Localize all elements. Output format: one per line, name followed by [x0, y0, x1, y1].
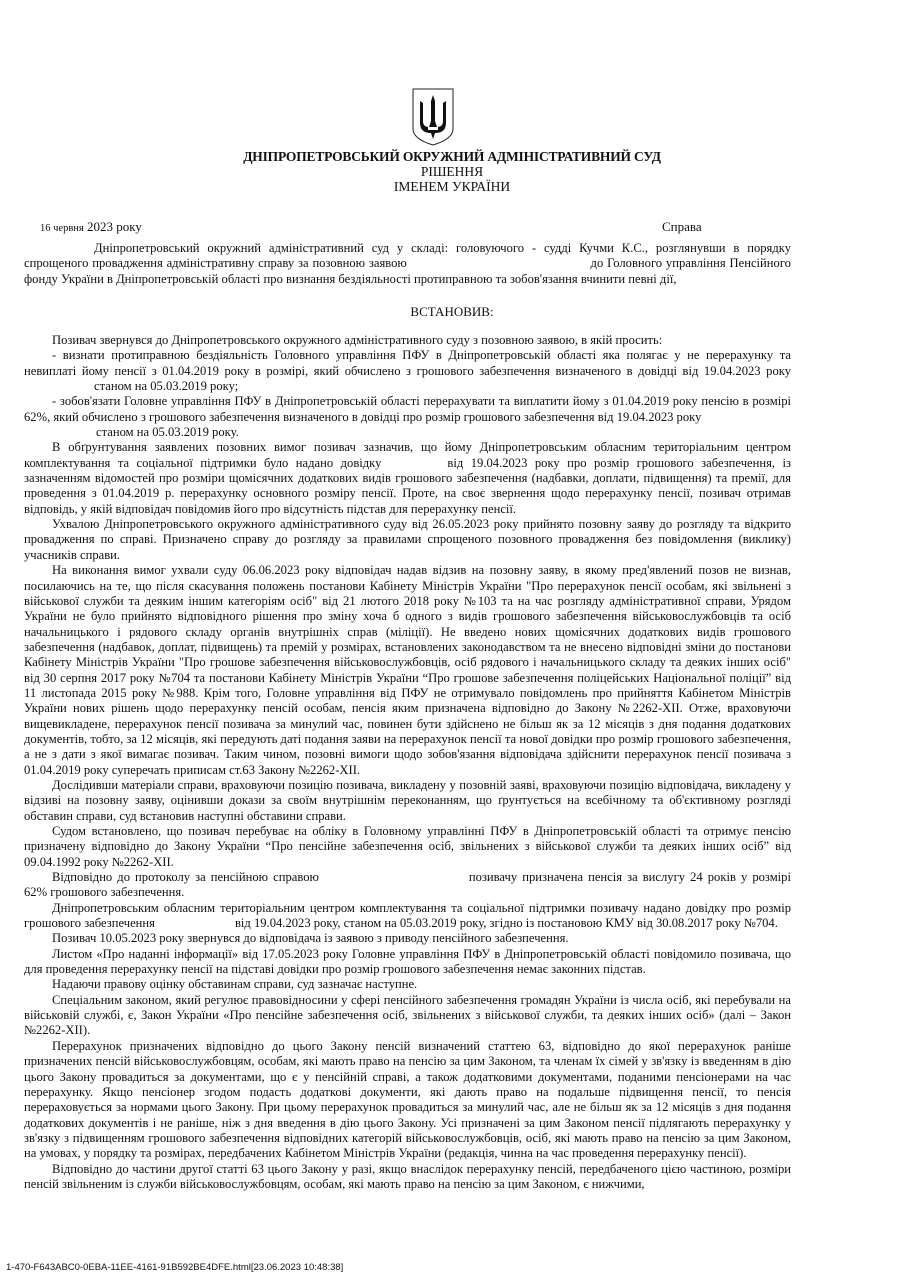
document-body [24, 333, 791, 1192]
paragraph: Листом «Про наданні інформації» від 17.05.2023 року Головне управління ПФУ в Дніпропетровській області повідомило позивача, що для проведення перерахунку пенсії на підставі довідки про розмір грошового забезпечення немає законних підстав. [24, 946, 791, 977]
section-title: ВСТАНОВИВ: [410, 304, 494, 319]
paragraph: Ухвалою Дніпропетровського окружного адміністративного суду від 26.05.2023 року прийнято позовну заяву до розгляду та відкрито провадження по справі. Призначено справу до розгляду за правилами спрощеного позовного провадження без повідомлення (виклику) учасників справи. [24, 517, 791, 562]
paragraph: Судом встановлено, що позивач перебуває на обліку в Головному управлінні ПФУ в Дніпропетровській області та отримує пенсію призначену відповідно до Закону України “Про пенсійне забезпечення осіб, звільнених з військової служби та деяких інших осіб” від 09.04.1992 року №2262-ХІІ. [24, 824, 791, 869]
paragraph: На виконання вимог ухвали суду 06.06.2023 року відповідач надав відзив на позовну заяву, в якому пред'явлений позов не визнав, посилаючись на те, що після скасування положень постанови Кабінету Міністрів України "Про перерахунок пенсії особам, які звільнені з військової служби та деяким іншим категоріям осіб" від 21 лютого 2018 року №103 та на час розгляду адміністративної справи, Урядом України не було прийнято відповідного рішення про зміну хоча б одного з видів грошового забезпечення військовослужбовців та осіб начальницького і рядового складу органів внутрішніх справ (міліції). Не введено нових щомісячних додаткових видів грошового забезпечення (надбавок, доплат, підвищень) та премій у розмірах, встановлених законодавством та не внесено відповідні зміни до постанови Кабінету Міністрів України "Про грошове забезпечення військовослужбовців, осіб рядового і начальницького складу та деяких інших осіб" від 30 серпня 2017 року №704 та постанови Кабінету Міністрів України “Про грошове забезпечення поліцейських Національної поліції” від 11 листопада 2015 року №988. Крім того, Головне управління від ПФУ не отримувало повідомлень про прийняття Кабінетом Міністрів України нових рішень щодо перерахунку пенсій особам, пенсія яким призначена відповідно до Закону №2262-ХІІ. Отже, враховуючи вищевикладене, перерахунок пенсії позивача за минулий час, повинен бути здійснено не більш як за 12 місяців з дня подання додаткових документів, тобто, за 12 місяців, які передують даті подання заяви на перерахунок пенсії та нової довідки про розмір грошового забезпечення, а не з дати з якої вимагає позивач. Таким чином, позовні вимоги щодо зобов'язання відповідача здійснити перерахунок пенсії позивача з 01.04.2019 року суперечать приписам ст.63 Закону №2262-ХІІ. [24, 563, 791, 777]
case-label: Справа [662, 219, 702, 234]
intro-paragraph [24, 241, 791, 287]
paragraph: - визнати протиправною бездіяльність Головного управління ПФУ в Дніпропетровській області яка полягає у не перерахунку та невиплаті йому пенсії з 01.04.2019 року в розмірі, який обчислено з грошового забезпечення визначеного в довідці від 19.04.2023 рокустаном на 05.03.2019 року; [24, 348, 791, 394]
paragraph: Перерахунок призначених відповідно до цього Закону пенсій визначений статтею 63, відповідно до якої перерахунок раніше призначених пенсій військовослужбовцям, особам, які мають право на пенсію за цим Законом, та членам їх сімей у зв'язку із введенням в дію цього Закону провадиться за документами, що є у пенсійній справі, а також додатковими документами, поданими пенсіонерами на час перерахунку. Якщо пенсіонер згодом подасть додаткові документи, які дають право на подальше підвищення пенсії, то пенсія перераховується за нормами цього Закону. При цьому перерахунок провадиться за минулий час, але не більш як за 12 місяців з дня подання додаткових документів і не раніше, ніж з дня введення в дію цього Закону. Усі призначені за цим Законом пенсії підлягають перерахунку у зв'язку з підвищенням грошового забезпечення відповідних категорій військовослужбовців, осіб, які мають право на пенсію за цим Законом, на умовах, у порядку та розмірах, передбачених Кабінетом Міністрів України (редакція, чинна на час проведення перерахунку пенсії). [24, 1038, 791, 1161]
paragraph: - зобов'язати Головне управління ПФУ в Дніпропетровській області перерахувати та виплатити йому з 01.04.2019 року пенсію в розмірі 62%, який обчислено з грошового забезпечення визначеного в довідці про розмір грошового забезпечення від 19.04.2023 року станом на 05.03.2019 року. [24, 394, 791, 440]
document-type: РІШЕННЯ [420, 164, 484, 179]
paragraph: Спеціальним законом, який регулює правовідносини у сфері пенсійного забезпечення громадян України із числа осіб, які перебували на військовій службі, є, Закон України «Про пенсійне забезпечення осіб, звільнених з військової служби, та деяких інших осіб» (далі – Закон №2262-ХІІ). [24, 992, 791, 1038]
paragraph: В обґрунтування заявлених позовних вимог позивач зазначив, що йому Дніпропетровським обласним територіальним центром комплектування та соціальної підтримки було надано довідку від 19.04.2023 року про розмір грошового забезпечення, із зазначенням відомостей про розміри щомісячних додаткових видів грошового забезпечення (надбавки, доплати, підвищення) та премії, для проведення з 01.04.2019 р. перерахунку основного розміру пенсії. Проте, на своє звернення щодо перерахунку пенсії, позивач отримав відповідь, у якій відповідач повідомив його про відсутність підстав для перерахунку пенсії. [24, 440, 791, 516]
source-footer: 1-470-F643ABC0-0EBA-11EE-4161-91B592BE4DFE.html[23.06.2023 10:48:38] [6, 1262, 344, 1273]
paragraph: Дослідивши матеріали справи, враховуючи позицію позивача, викладену у позовній заяві, враховуючи позицію відповідача, викладену у відзиві на позовну заяву, оцінивши докази за своїм внутрішнім переконанням, що ґрунтується на всебічному та об'єктивному розгляді обставин справи, суд встановив наступні обставини справи. [24, 777, 791, 823]
intro-part-1: Дніпропетровський окружний адміністративний суд у складі: головуючого - судді Кучми К.С., розглянувши в порядку спрощеного провадження адміністративну справу за позовною заявою [24, 241, 791, 271]
date-year: 2023 року [86, 219, 142, 234]
paragraph: Відповідно до частини другої статті 63 цього Закону у разі, якщо внаслідок перерахунку пенсій, передбаченого цією частиною, розміри пенсій звільненим із служби військовослужбовцям, особам, які мають право на пенсію за цим Законом, є нижчими, [24, 1161, 791, 1191]
paragraph: Позивач звернувся до Дніпропетровського окружного адміністративного суду з позовною заявою, в якій просить: [52, 333, 663, 347]
in-the-name-of-ukraine: ІМЕНЕМ УКРАЇНИ [393, 179, 511, 194]
decision-date [40, 219, 142, 235]
date-day: 16 червня [40, 223, 84, 234]
paragraph: Відповідно до протоколу за пенсійною справою позивачу призначена пенсія за вислугу 24 років у розмірі 62% грошового забезпечення. [24, 870, 791, 900]
court-name: ДНІПРОПЕТРОВСЬКИЙ ОКРУЖНИЙ АДМІНІСТРАТИВНИЙ СУД [243, 149, 661, 164]
paragraph: Надаючи правову оцінку обставинам справи, суд зазначає наступне. [52, 977, 418, 992]
paragraph: Дніпропетровським обласним територіальним центром комплектування та соціальної підтримки позивачу надано довідку про розмір грошового забезпечення від 19.04.2023 року, станом на 05.03.2019 року, згідно із постановою КМУ від 30.08.2017 року №704. [24, 900, 791, 931]
intro-part-2: до Головного управління Пенсійного фонду України в Дніпропетровській області про визнання бездіяльності протиправною та зобов'язання вчинити певні дії, [24, 256, 791, 286]
coat-of-arms-icon [411, 87, 455, 147]
paragraph: Позивач 10.05.2023 року звернувся до відповідача із заявою з приводу пенсійного забезпечення. [52, 931, 569, 946]
